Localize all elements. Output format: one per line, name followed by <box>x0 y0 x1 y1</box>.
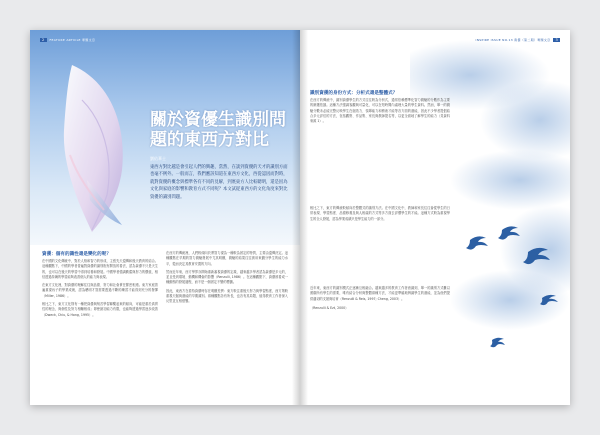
right-column-2 <box>310 206 450 225</box>
right-page-header <box>476 38 560 42</box>
left-column-2 <box>166 251 288 308</box>
body-paragraph: 在東方文化裡，對資優的理解往往與品德、努力和社會責任緊密相連。東方家庭普遍重視孩子的學業成就，認為聰明才智需要透過不斷的練習才能得到充分的發揮（Miller, 1986）。 <box>42 283 158 298</box>
body-paragraph: 在中國的文化傳統中，對於人格和智力的形成，主張先天遺傳和後天教育的結合。這種觀點下，中國的學者普遍對資優的識別抱有開放的看法，認為資優不只是天生的，也可以在後天的學習中得到培養和發展。中國學者強調勤奮與努力的價值，相信透過持續的學習能夠改善個人的能力與表現。 <box>42 259 158 279</box>
lead-paragraph: 東西方對比越是會引起人們的興趣，當然，在談到資優的天才的識別方面也毫不例外。一般而言，我們應該知道在東西方文化，西從認因而對時，就對資優的概念與標準各有不同的見解，到底東方人比較聰明，還是因為文化與家庭的影響和教育方式不同呢？本文試從東西方的文化角度來對比資優的識別問題。 <box>150 165 288 200</box>
body-paragraph: 在西方的傳統裡，人們較傾向於將智力視為一種較為固定的特質，主要由遺傳決定。這種觀點在早期的智力測驗發展中尤其明顯，測驗的結果往往被用來劃分學生的能力水平，從而決定其教育安置的方向。 <box>166 251 288 266</box>
magazine-spread <box>30 30 570 405</box>
page-number: 2 <box>42 38 45 42</box>
body-paragraph: 相比之下，東方文化則有一種把資優與刻苦學習聯繫起來的傾向，可能是重於真實性的理念，與個性及努力相輔相成；即使最初能力有限，也能夠透過學習逐步改善（Dweck, Chiu, & Hong, 1995）。 <box>42 302 158 317</box>
body-paragraph: 在西方的傳統中，識別資優學生的方式往往較為分析式，通常依賴標準化智力測驗的分數作為主要的篩選依據。這種方法強調客觀與可量化，可以在短時間內處理大量的學生資料。然而，單一的測驗分數未必能完整反映學生在創造力、領導能力和藝術才能等各方面的潛能，因此不少學者提倡結合多元評估的方法，包括觀察、作品集、家長與教師提名等，以更全面地了解學生的能力（見資料來源 1）。 <box>310 98 450 124</box>
feather-illustration <box>52 60 142 240</box>
section-heading: 識別資優的身份方式：分析式還是整體式？ <box>310 91 398 96</box>
section-tag: FEATURE ARTICLE 專題文章 <box>49 38 96 42</box>
article-title: 關於資優生識別問題的東西方對比 <box>150 110 286 150</box>
right-column-1 <box>310 90 450 127</box>
right-column-3 <box>310 286 450 313</box>
body-paragraph: 近年來，東西方的識別模式正逐漸互相融合。越來越多的教育工作者意識到，單一的識別方式難以照顧所有學生的需要，唯有結合分析與整體兩種方法，才能更準確地辨識學生的潛能，並為他們提供適切的支援與培育（Renzulli & Reis, 1997; Cheng, 2003）。 <box>310 286 450 301</box>
section-heading: 資優：個有的識性還是變化的呢？ <box>42 252 111 257</box>
left-page-header <box>40 38 95 42</box>
left-page <box>30 30 300 405</box>
page-number: 3 <box>555 38 558 42</box>
body-paragraph: 然而近年來，西方學界亦開始重新審視資優的定義，越來越多學者認為資優是多元的，並且受到環境、動機和機會的影響（Renzulli, 1986）。在這種觀點下，資優被看成一種動態的發展過程，而不是一個固定不變的標籤。 <box>166 269 288 285</box>
left-column-1 <box>42 251 158 321</box>
body-paragraph: 相比之下，東方的傳統較傾向於整體式的識別方法。在中國文化中，教師和家長往往會從學生的日常表現、學習態度、品德修養及與人相處的方式等多方面去評價學生的才能。這種方式較為重視學生的全人發展，認為學業成績只是學生能力的一部分。 <box>310 206 450 221</box>
reference-citation: （Renzulli & Ezt, 2000） <box>310 306 349 311</box>
body-paragraph: 因此，東西方在看待資優時存在明顯差異：東方較注重後天努力與學習態度，西方則較重視天賦與潛能的早期識別。兩種觀點各有所長，也各有其局限，值得教育工作者深入反思並互相借鑒。 <box>166 288 288 304</box>
right-page <box>300 30 570 405</box>
issue-tag: INSPIRE ISSUE NO.13 資優（第二期）專題文章 <box>475 38 551 42</box>
byline: 劉佑華士 <box>150 156 166 161</box>
